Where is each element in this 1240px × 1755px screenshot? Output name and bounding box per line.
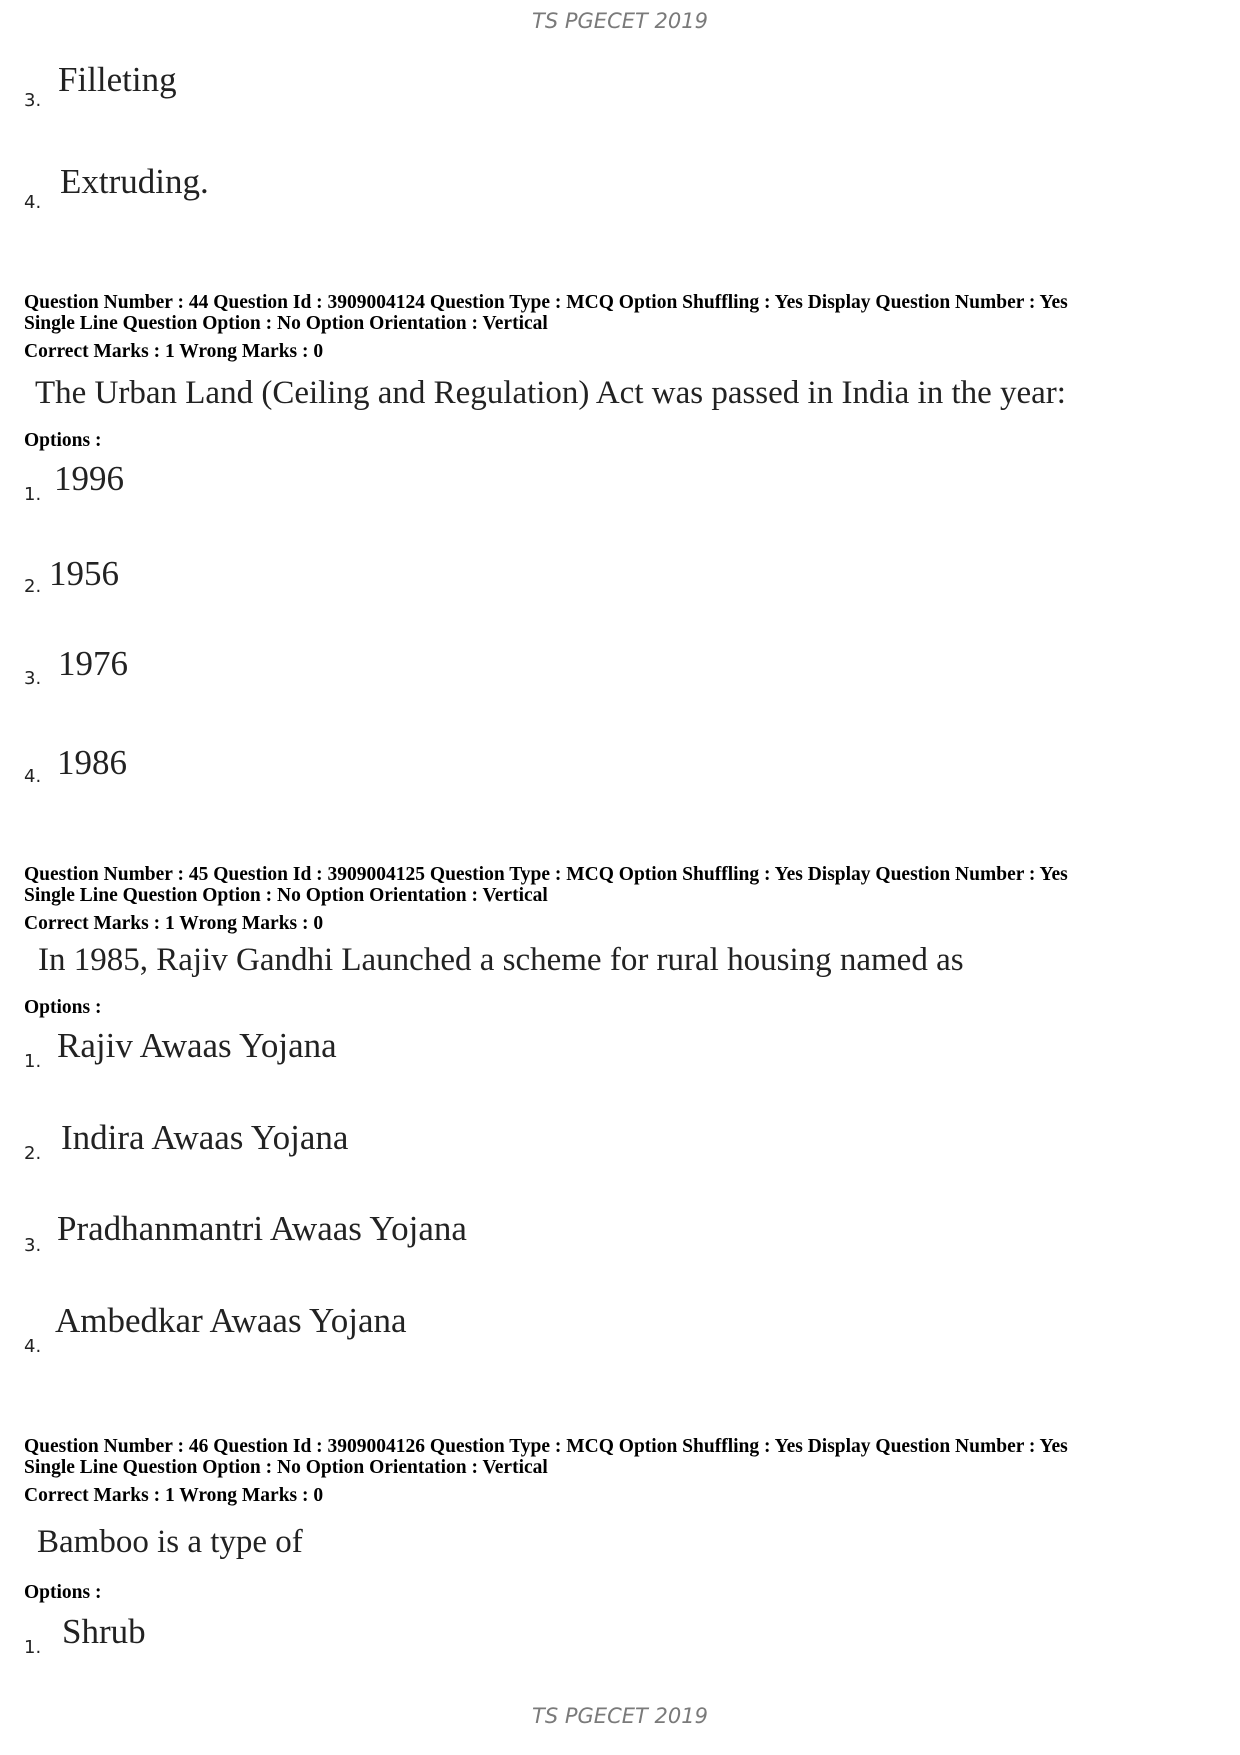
question-marks: Correct Marks : 1 Wrong Marks : 0 — [24, 341, 324, 362]
option-number: 4. — [24, 1336, 42, 1357]
option-text: Shrub — [62, 1612, 146, 1651]
option-text: Rajiv Awaas Yojana — [57, 1026, 337, 1065]
option-text: Indira Awaas Yojana — [61, 1118, 349, 1157]
question-meta-line1: Question Number : 45 Question Id : 3909004125 Question Type : MCQ Option Shuffling : Yes Display Question Number : Yes — [24, 864, 1068, 885]
question-text: In 1985, Rajiv Gandhi Launched a scheme for rural housing named as — [38, 942, 964, 978]
option-text: 1976 — [58, 644, 128, 683]
question-text: The Urban Land (Ceiling and Regulation) Act was passed in India in the year: — [35, 375, 1066, 411]
question-text: Bamboo is a type of — [37, 1524, 303, 1560]
option-number: 3. — [24, 668, 42, 689]
option-number: 4. — [24, 192, 42, 213]
option-number: 2. — [24, 576, 42, 597]
option-number: 1. — [24, 1051, 42, 1072]
option-number: 3. — [24, 90, 42, 111]
question-meta-line2: Single Line Question Option : No Option Orientation : Vertical — [24, 313, 548, 334]
question-meta-line1: Question Number : 44 Question Id : 3909004124 Question Type : MCQ Option Shuffling : Yes Display Question Number : Yes — [24, 292, 1068, 313]
question-meta-line1: Question Number : 46 Question Id : 3909004126 Question Type : MCQ Option Shuffling : Yes Display Question Number : Yes — [24, 1436, 1068, 1457]
options-label: Options : — [24, 430, 102, 451]
option-text: 1996 — [54, 459, 124, 498]
option-text: Pradhanmantri Awaas Yojana — [57, 1209, 467, 1248]
page-header: TS PGECET 2019 — [532, 9, 708, 33]
option-text: Extruding. — [60, 162, 209, 201]
question-marks: Correct Marks : 1 Wrong Marks : 0 — [24, 1485, 324, 1506]
option-number: 4. — [24, 766, 42, 787]
option-text: Ambedkar Awaas Yojana — [55, 1301, 407, 1340]
options-label: Options : — [24, 997, 102, 1018]
option-number: 1. — [24, 1637, 42, 1658]
option-text: 1956 — [49, 554, 119, 593]
option-number: 2. — [24, 1143, 42, 1164]
options-label: Options : — [24, 1582, 102, 1603]
question-meta-line2: Single Line Question Option : No Option Orientation : Vertical — [24, 1457, 548, 1478]
option-number: 3. — [24, 1235, 42, 1256]
page-footer: TS PGECET 2019 — [532, 1704, 708, 1728]
option-text: Filleting — [58, 60, 177, 99]
option-text: 1986 — [57, 743, 127, 782]
option-number: 1. — [24, 484, 42, 505]
question-marks: Correct Marks : 1 Wrong Marks : 0 — [24, 913, 324, 934]
question-meta-line2: Single Line Question Option : No Option Orientation : Vertical — [24, 885, 548, 906]
